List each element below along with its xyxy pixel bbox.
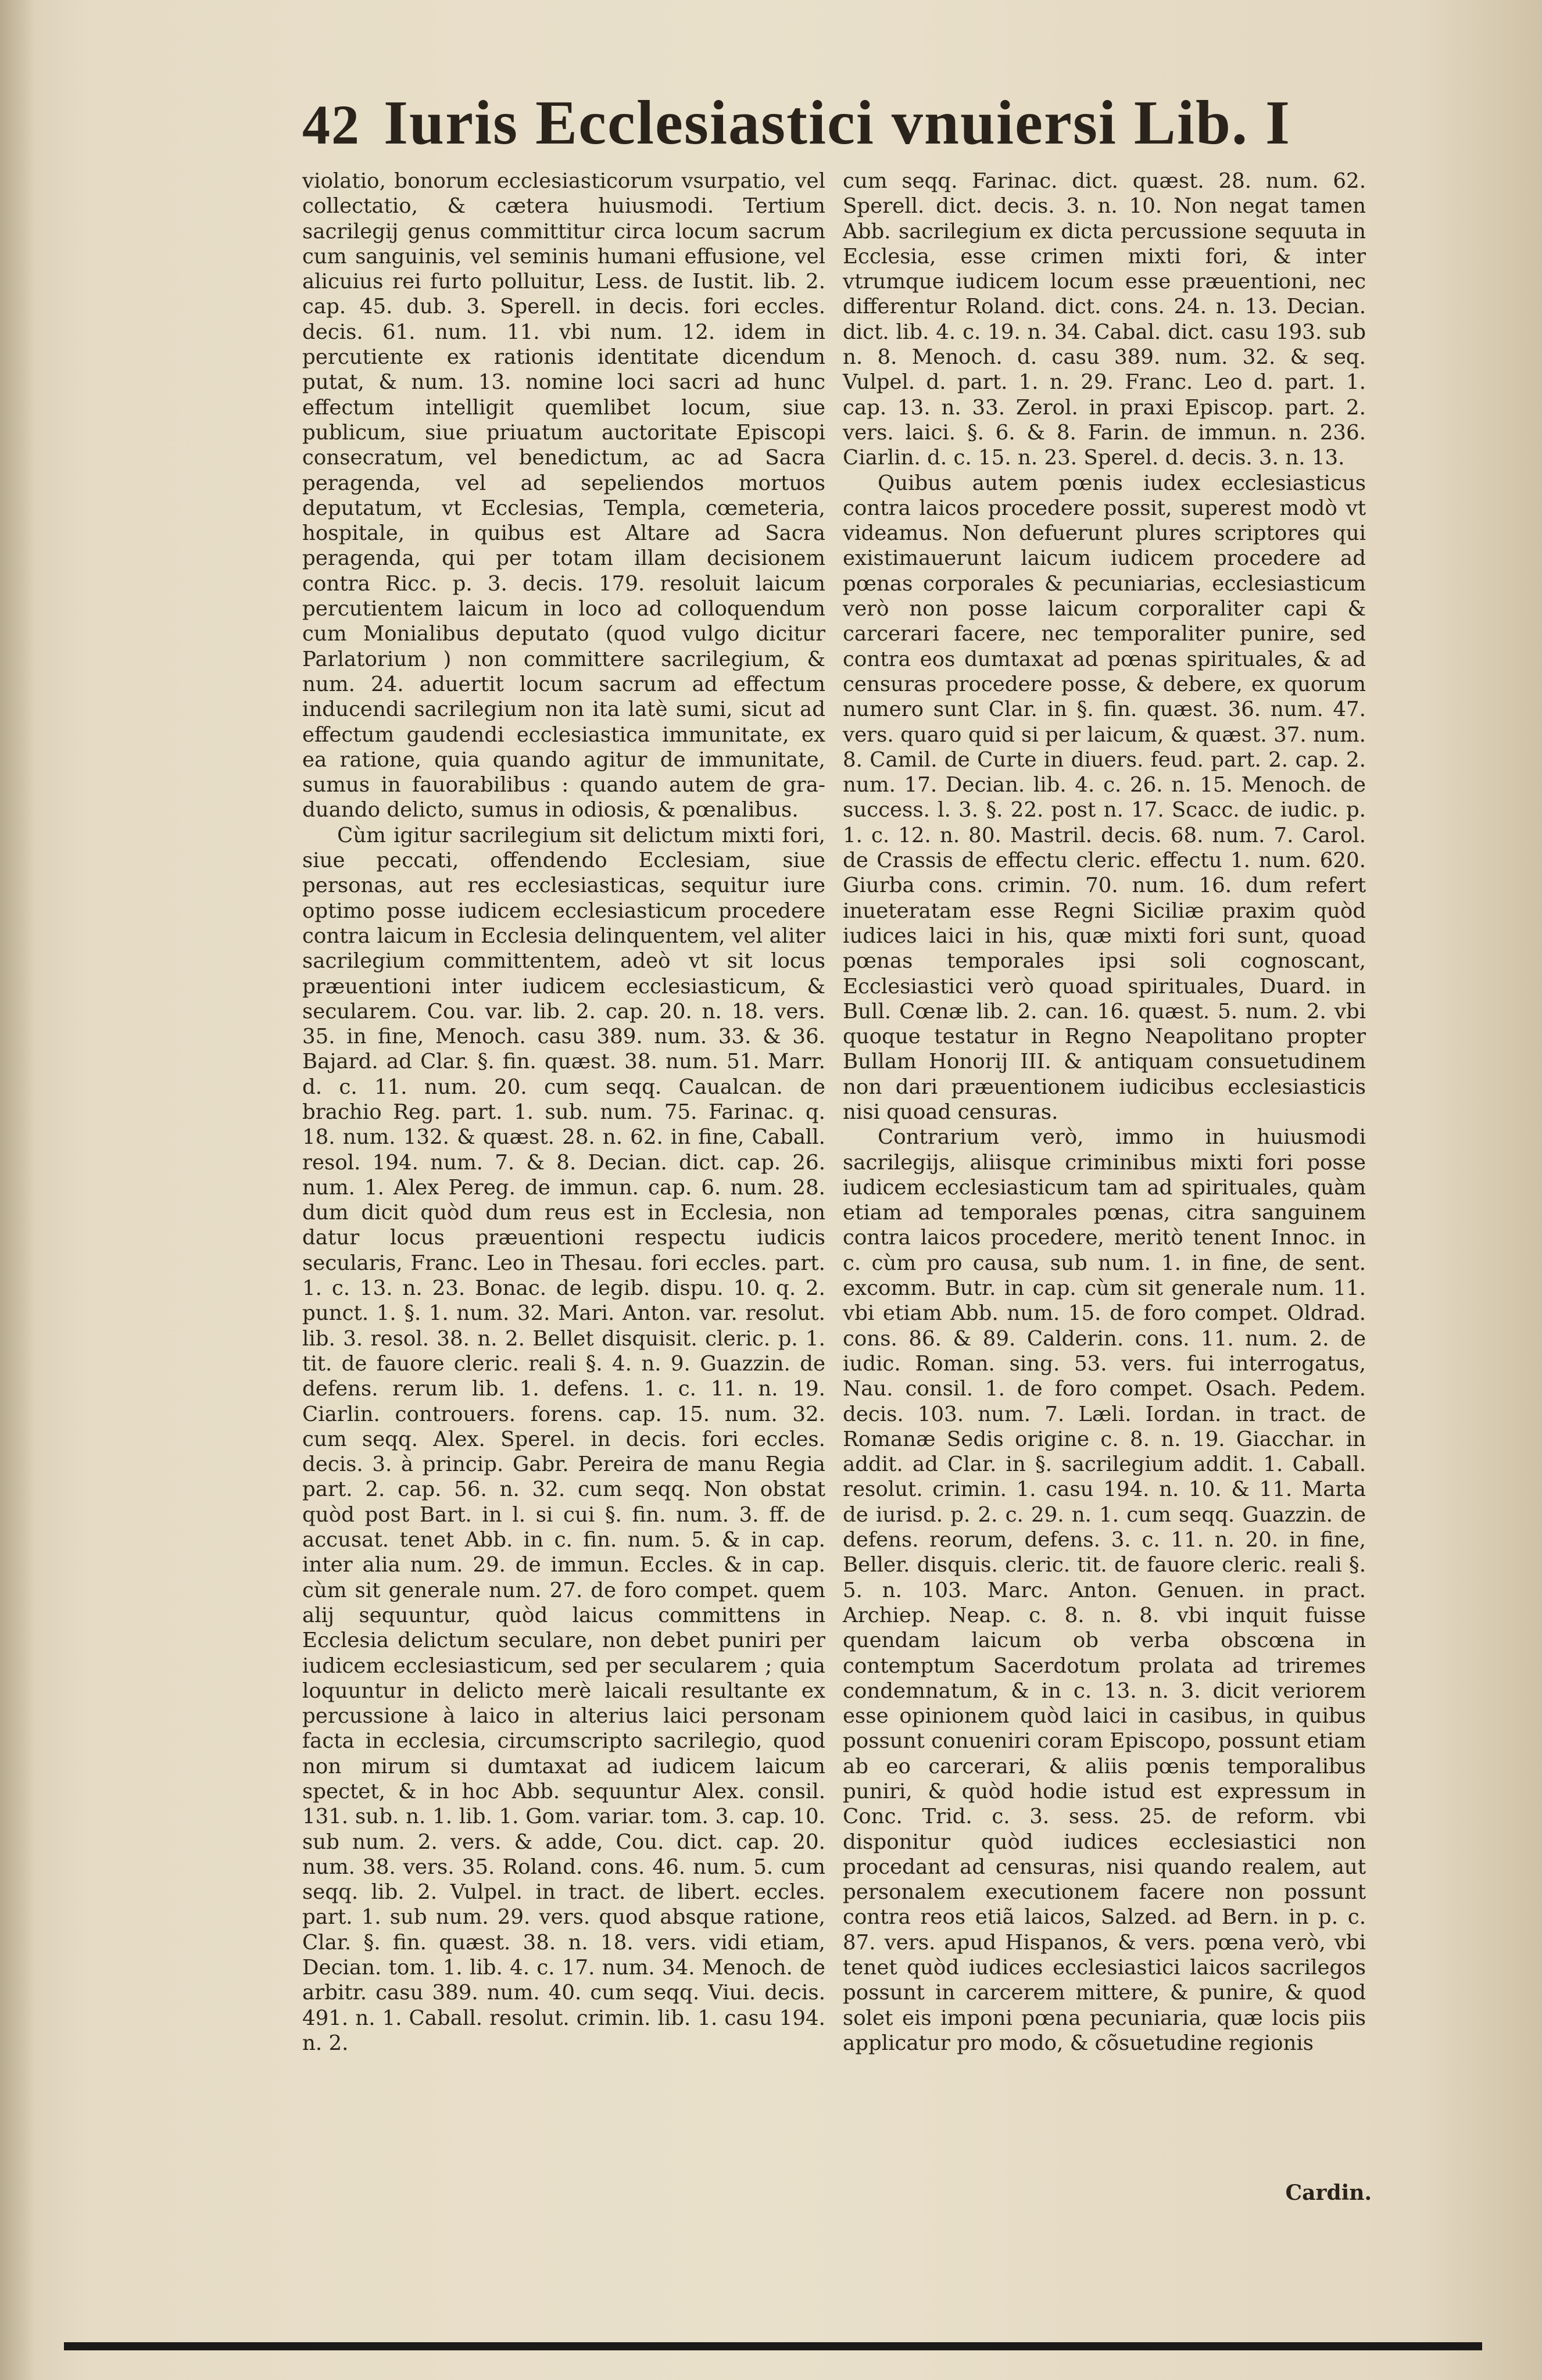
paragraph: Cùm igitur sacrilegium sit delictum mixti fori, siue peccati, offendendo Ecclesiam, siue personas, aut res ecclesiasticas, sequitur iure optimo posse iudicem ecclesiasticum procedere contra laicum in Ecclesia delinquentem, vel aliter sacrilegium committentem, adeò vt sit locus præuentioni inter iudicem ecclesiasticum, & secularem. Cou. var. lib. 2. cap. 20. n. 18. vers. 35. in fine, Menoch. casu 389. num. 33. & 36. Bajard. ad Clar. §. fin. quæst. 38. num. 51. Marr. d. c. 11. num. 20. cum seqq. Caualcan. de brachio Reg. part. 1. sub. num. 75. Farinac. q. 18. num. 132. & quæst. 28. n. 62. in fine, Caball. resol. 194. num. 7. & 8. Decian. dict. cap. 26. num. 1. Alex Pereg. de immun. cap. 6. num. 28. dum dicit quòd dum reus est in Ecclesia, non datur locus præuentioni respectu iudicis secularis, Franc. Leo in Thesau. fori eccles. part. 1. c. 13. n. 23. Bonac. de legib. dispu. 10. q. 2. punct. 1. §. 1. num. 32. Mari. Anton. var. resolut. lib. 3. resol. 38. n. 2. Bellet disquisit. cleric. p. 1. tit. de fauore cleric. reali §. 4. n. 9. Guazzin. de defens. rerum lib. 1. defens. 1. c. 11. n. 19. Ciarlin. controuers. forens. cap. 15. num. 32. cum seqq. Alex. Sperel. in decis. fori eccles. decis. 3. à princip. Gabr. Pereira de manu Regia part. 2. cap. 56. n. 32. cum seqq. Non obstat quòd post Bart. in l. si cui §. fin. num. 3. ff. de accusat. tenet Abb. in c. fin. num. 5. & in cap. inter alia num. 29. de immun. Eccles. & in cap. cùm sit generale num. 27. de foro compet. quem alij sequuntur, quòd laicus committens in Ecclesia delictum seculare, non debet puniri per iudicem ecclesiasticum, sed per secularem ; quia loquuntur in delicto merè laicali resultante ex percussione à laico in alterius laici personam facta in ecclesia, circumscripto sacrilegio, quod non mirum si dumtaxat ad iudicem laicum spectet, & in hoc Abb. sequuntur Alex. consil. 131. sub. n. 1. lib. 1. Gom. variar. tom. 3. cap. 10. sub num. 2. vers. & adde, Cou. dict. cap. 20. num. 38. vers. 35. Roland. cons. 46. num. 5. cum seqq. lib. 2. Vulpel. in tract. de libert. eccles. part. 1. sub num. 29. vers. quod absque ratione, Clar. §. fin. quæst. 38. n. 18. vers. vidi etiam, Decian. tom. 1. lib. 4. c. 17. num. 34. Menoch. de arbitr. casu 389. num. 40. cum seqq. Viui. decis. 491. n. 1. Caball. resolut. crimin. lib. 1. casu 194. n. 2.	[302, 823, 825, 2055]
catchword: Cardin.	[1285, 2181, 1372, 2205]
paragraph: cum seqq. Farinac. dict. quæst. 28. num. 62. Sperell. dict. decis. 3. n. 10. Non negat tamen Abb. sacrilegium ex dicta percussione sequuta in Ecclesia, esse crimen mixti fori, & inter vtrumque iudicem locum esse præuentioni, nec differentur Roland. dict. cons. 24. n. 13. Decian. dict. lib. 4. c. 19. n. 34. Cabal. dict. casu 193. sub n. 8. Menoch. d. casu 389. num. 32. & seq. Vulpel. d. part. 1. n. 29. Franc. Leo d. part. 1. cap. 13. n. 33. Zerol. in praxi Episcop. part. 2. vers. laici. §. 6. & 8. Farin. de immun. n. 236. Ciarlin. d. c. 15. n. 23. Sperel. d. decis. 3. n. 13.	[843, 169, 1366, 470]
right-column	[843, 169, 1366, 2238]
paragraph: violatio, bonorum ecclesiasticorum vsurpatio, vel collectatio, & cætera huiusmodi. Tertium sacrilegij genus committitur circa locum sacrum cum sanguinis, vel seminis humani effusione, vel alicuius rei furto polluitur, Less. de Iustit. lib. 2. cap. 45. dub. 3. Sperell. in decis. fori eccles. decis. 61. num. 11. vbi num. 12. idem in percutiente ex rationis identitate dicendum putat, & num. 13. nomine loci sacri ad hunc effectum intelligit quemlibet locum, siue publicum, siue priuatum auctoritate Episcopi consecratum, vel benedictum, ac ad Sacra peragenda, vel ad sepeliendos mortuos deputatum, vt Ecclesias, Templa, cœmeteria, hospitale, in quibus est Altare ad Sacra peragenda, qui per totam illam decisionem contra Ricc. p. 3. decis. 179. resoluit laicum percutientem laicum in loco ad colloquendum cum Monialibus deputato (quod vulgo dicitur Parlatorium ) non committere sacrilegium, & num. 24. aduertit locum sacrum ad effectum inducendi sacrilegium non ita latè sumi, sicut ad effectum gaudendi ecclesiastica immunitate, ex ea ratione, quia quando agitur de immunitate, sumus in fauorabilibus : quando autem de gra-duando delicto, sumus in odiosis, & pœnalibus.	[302, 169, 825, 822]
running-title: Iuris Ecclesiastici vnuiersi Lib. I	[384, 88, 1291, 158]
left-column	[302, 169, 825, 2261]
page-header	[302, 87, 1348, 169]
paragraph: Contrarium verò, immo in huiusmodi sacrilegijs, aliisque criminibus mixti fori posse iudicem ecclesiasticum tam ad spirituales, quàm etiam ad temporales pœnas, citra sanguinem contra laicos procedere, meritò tenent Innoc. in c. cùm pro causa, sub num. 1. in fine, de sent. excomm. Butr. in cap. cùm sit generale num. 11. vbi etiam Abb. num. 15. de foro compet. Oldrad. cons. 86. & 89. Calderin. cons. 11. num. 2. de iudic. Roman. sing. 53. vers. fui interrogatus, Nau. consil. 1. de foro compet. Osach. Pedem. decis. 103. num. 7. Læli. Iordan. in tract. de Romanæ Sedis origine c. 8. n. 19. Giacchar. in addit. ad Clar. in §. sacrilegium addit. 1. Caball. resolut. crimin. 1. casu 194. n. 10. & 11. Marta de iurisd. p. 2. c. 29. n. 1. cum seqq. Guazzin. de defens. reorum, defens. 3. c. 11. n. 20. in fine, Beller. disquis. cleric. tit. de fauore cleric. reali §. 5. n. 103. Marc. Anton. Genuen. in pract. Archiep. Neap. c. 8. n. 8. vbi inquit fuisse quendam laicum ob verba obscœna in contemptum Sacerdotum prolata ad triremes condemnatum, & in c. 13. n. 3. dicit veriorem esse opinionem quòd laici in casibus, in quibus possunt conueniri coram Episcopo, possunt etiam ab eo carcerari, & aliis pœnis temporalibus puniri, & quòd hodie istud est expressum in Conc. Trid. c. 3. sess. 25. de reform. vbi disponitur quòd iudices ecclesiastici non procedant ad censuras, nisi quando realem, aut personalem executionem facere non possunt contra reos etiã laicos, Salzed. ad Bern. in p. c. 87. vers. apud Hispanos, & vers. pœna verò, vbi tenet quòd iudices ecclesiastici laicos sacrilegos possunt in carcerem mittere, & punire, & quod solet eis imponi pœna pecuniaria, quæ locis piis applicatur pro modo, & cõsuetudine regionis	[843, 1125, 1366, 2055]
gutter-shadow	[0, 0, 35, 2380]
paragraph: Quibus autem pœnis iudex ecclesiasticus contra laicos procedere possit, superest modò vt videamus. Non defuerunt plures scriptores qui existimauerunt laicum iudicem procedere ad pœnas corporales & pecuniarias, ecclesiasticum verò non posse laicum corporaliter capi & carcerari facere, nec temporaliter punire, sed contra eos dumtaxat ad pœnas spirituales, & ad censuras procedere posse, & debere, ex quorum numero sunt Clar. in §. fin. quæst. 36. num. 47. vers. quaro quid si per laicum, & quæst. 37. num. 8. Camil. de Curte in diuers. feud. part. 2. cap. 2. num. 17. Decian. lib. 4. c. 26. n. 15. Menoch. de success. l. 3. §. 22. post n. 17. Scacc. de iudic. p. 1. c. 12. n. 80. Mastril. decis. 68. num. 7. Carol. de Crassis de effectu cleric. effectu 1. num. 620. Giurba cons. crimin. 70. num. 16. dum refert inueteratam esse Regni Siciliæ praxim quòd iudices laici in his, quæ mixti fori sunt, quoad pœnas temporales ipsi soli cognoscant, Ecclesiastici verò quoad spirituales, Duard. in Bull. Cœnæ lib. 2. can. 16. quæst. 5. num. 2. vbi quoque testatur in Regno Neapolitano propter Bullam Honorij III. & antiquam consuetudinem non dari præuentionem iudicibus ecclesiasticis nisi quoad censuras.	[843, 471, 1366, 1124]
page-number: 42	[302, 94, 360, 156]
bottom-scan-edge	[64, 2342, 1482, 2350]
